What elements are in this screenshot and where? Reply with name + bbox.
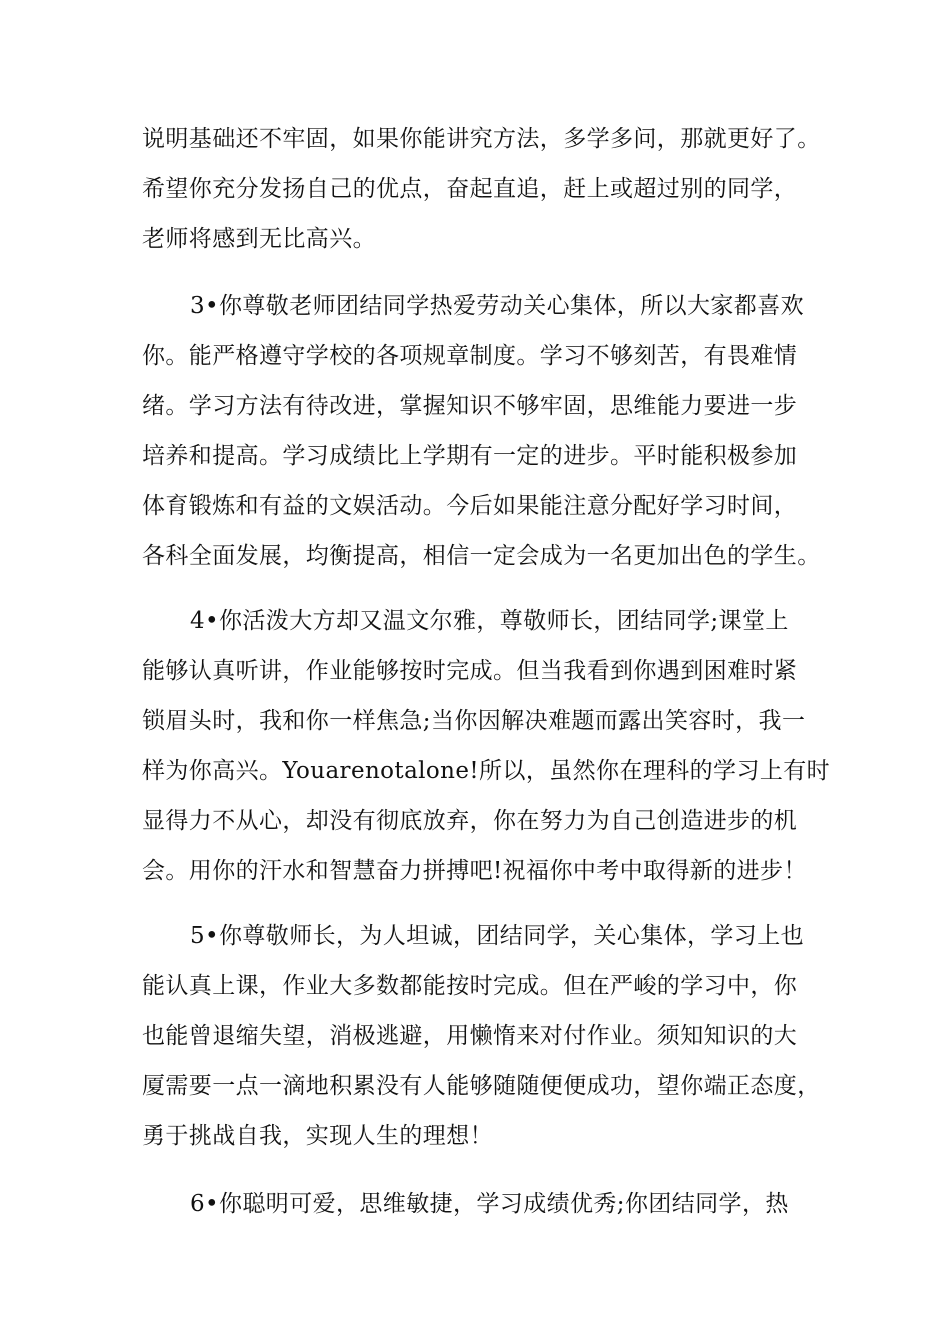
text-line: 绪。学习方法有待改进，掌握知识不够牢固，思维能力要进一步 <box>142 393 798 419</box>
text-line: 各科全面发展，均衡提高，相信一定会成为一名更加出色的学生。 <box>142 543 821 569</box>
text-line: 3•你尊敬老师团结同学热爱劳动关心集体，所以大家都喜欢 <box>190 293 804 319</box>
text-line: 能够认真听讲，作业能够按时完成。但当我看到你遇到困难时紧 <box>142 658 798 684</box>
text-line: 勇于挑战自我，实现人生的理想！ <box>142 1123 493 1149</box>
text-line: 能认真上课，作业大多数都能按时完成。但在严峻的学习中，你 <box>142 973 798 999</box>
text-line: 会。用你的汗水和智慧奋力拼搏吧!祝福你中考中取得新的进步！ <box>142 858 807 884</box>
text-line: 希望你充分发扬自己的优点，奋起直追，赶上或超过别的同学， <box>142 176 798 202</box>
text-line: 培养和提高。学习成绩比上学期有一定的进步。平时能积极参加 <box>142 443 798 469</box>
text-line: 样为你高兴。Youarenotalone!所以，虽然你在理科的学习上有时 <box>142 758 831 784</box>
text-line: 4•你活泼大方却又温文尔雅，尊敬师长，团结同学;课堂上 <box>190 608 789 634</box>
text-line: 也能曾退缩失望，消极逃避，用懒惰来对付作业。须知知识的大 <box>142 1023 798 1049</box>
text-line: 你。能严格遵守学校的各项规章制度。学习不够刻苦，有畏难情 <box>142 343 798 369</box>
text-line: 厦需要一点一滴地积累没有人能够随随便便成功，望你端正态度， <box>142 1073 821 1099</box>
text-line: 显得力不从心，却没有彻底放弃，你在努力为自己创造进步的机 <box>142 808 798 834</box>
text-line: 老师将感到无比高兴。 <box>142 226 376 252</box>
text-line: 体育锻炼和有益的文娱活动。今后如果能注意分配好学习时间， <box>142 493 798 519</box>
text-line: 说明基础还不牢固，如果你能讲究方法，多学多问，那就更好了。 <box>142 126 821 152</box>
text-line: 锁眉头时，我和你一样焦急;当你因解决难题而露出笑容时，我一 <box>142 708 806 734</box>
text-line: 5•你尊敬师长，为人坦诚，团结同学，关心集体，学习上也 <box>190 923 804 949</box>
text-line: 6•你聪明可爱，思维敏捷，学习成绩优秀;你团结同学，热 <box>190 1191 789 1217</box>
